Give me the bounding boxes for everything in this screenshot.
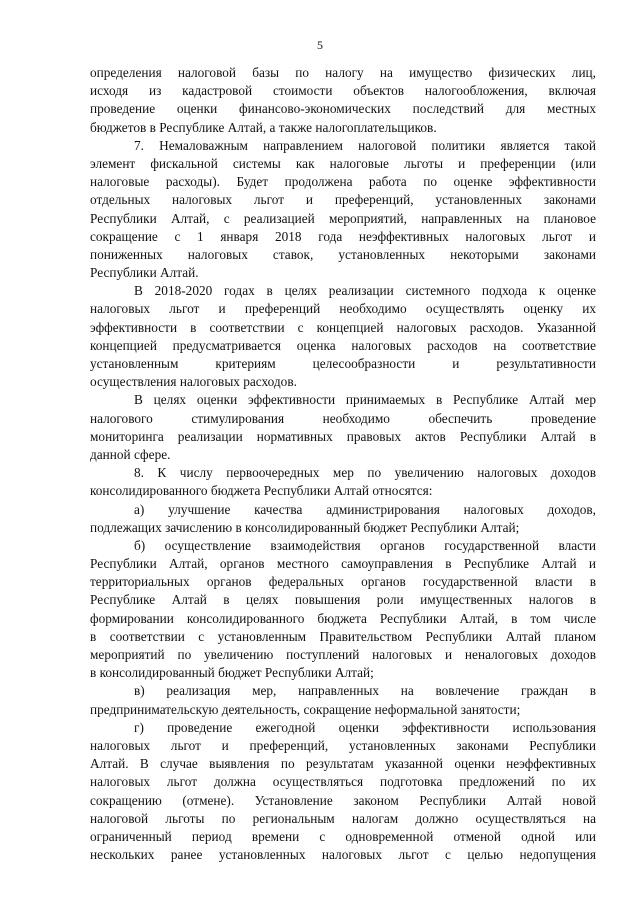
text-line: установленным критериям целесообразности и результативности — [90, 356, 596, 371]
text-line: пониженных налоговых ставок, установленных некоторыми законами — [90, 246, 596, 262]
text-line: отдельных налоговых льгот и преференций, установленных законами — [90, 192, 596, 208]
text-line: формировании консолидированного бюджета Республики Алтай, в том числе — [90, 610, 596, 626]
text-line: Республики Алтай. — [90, 265, 199, 281]
text-line: налоговых льгот должна осуществляться подготовка предложений по их — [90, 774, 596, 790]
text-line: 8. К числу первоочередных мер по увеличению налоговых доходов — [134, 465, 596, 481]
text-line: сокращение с 1 января 2018 года неэффективных налоговых льгот и — [90, 228, 596, 244]
text-line: ограниченный период времени с одновременной отменой одной или — [90, 828, 596, 844]
text-line: В целях оценки эффективности принимаемых в Республике Алтай мер — [134, 392, 596, 408]
text-line: предпринимательскую деятельность, сокращение неформальной занятости; — [90, 701, 521, 717]
text-line: мониторинга реализации нормативных правовых актов Республики Алтай в — [90, 428, 596, 444]
document-body — [90, 64, 596, 864]
text-line: б) осуществление взаимодействия органов государственной власти — [134, 537, 596, 553]
text-line: нескольких ранее установленных налоговых льгот с целью недопущения — [90, 847, 596, 863]
text-line: проведение оценки финансово-экономических последствий для местных — [90, 101, 596, 117]
text-line: Алтай. В случае выявления по результатам указанной оценки неэффективных — [90, 756, 596, 772]
text-line: подлежащих зачислению в консолидированный бюджет Республики Алтай; — [90, 519, 520, 535]
text-line: налоговые расходы). Будет продолжена работа по оценке эффективности — [90, 174, 596, 190]
text-line: эффективности в соответствии с концепцией налоговых расходов. Указанной — [90, 319, 596, 335]
text-line: элемент фискальной системы как налоговые льготы и преференции (или — [90, 155, 596, 171]
text-line: В 2018-2020 годах в целях реализации системного подхода к оценке — [134, 283, 596, 299]
text-line: бюджетов в Республике Алтай, а также налогоплательщиков. — [90, 119, 437, 135]
text-line: Республики Алтай, органов местного самоуправления в Республике Алтай и — [90, 556, 596, 572]
page-number: 5 — [317, 38, 323, 52]
text-line: налоговых льгот и преференций необходимо осуществлять оценку их — [90, 301, 596, 317]
text-line: территориальных органов федеральных органов государственной власти в — [90, 574, 596, 590]
text-line: в) реализация мер, направленных на вовлечение граждан в — [134, 683, 596, 699]
text-line: налогового стимулирования необходимо обеспечить проведение — [90, 410, 596, 426]
text-line: г) проведение ежегодной оценки эффективности использования — [134, 719, 596, 735]
text-line: а) улучшение качества администрирования налоговых доходов, — [134, 501, 596, 517]
text-line: осуществления налоговых расходов. — [90, 374, 297, 390]
text-line: мероприятий по увеличению поступлений налоговых и неналоговых доходов — [90, 647, 596, 662]
text-line: консолидированного бюджета Республики Алтай относятся: — [90, 483, 433, 499]
text-line: в соответствии с установленным Правительством Республики Алтай планом — [90, 628, 596, 644]
text-line: данной сфере. — [90, 446, 171, 462]
text-line: исходя из кадастровой стоимости объектов налогообложения, включая — [90, 83, 596, 99]
text-line: концепцией предусматривается оценка налоговых расходов на соответствие — [90, 337, 596, 353]
text-line: Республики Алтай, с реализацией мероприятий, направленных на плановое — [90, 210, 596, 226]
text-line: сокращению (отмене). Установление законом Республики Алтай новой — [90, 792, 596, 808]
text-line: 7. Немаловажным направлением налоговой политики является такой — [134, 137, 596, 153]
text-line: определения налоговой базы по налогу на имущество физических лиц, — [90, 65, 596, 80]
text-line: Республике Алтай в целях повышения роли имущественных налогов в — [90, 592, 596, 608]
text-line: в консолидированный бюджет Республики Алтай; — [90, 665, 374, 681]
text-line: налоговой льготы по региональным налогам должно осуществляться на — [90, 810, 596, 826]
text-line: налоговых льгот и преференций, установленных законами Республики — [90, 737, 596, 753]
